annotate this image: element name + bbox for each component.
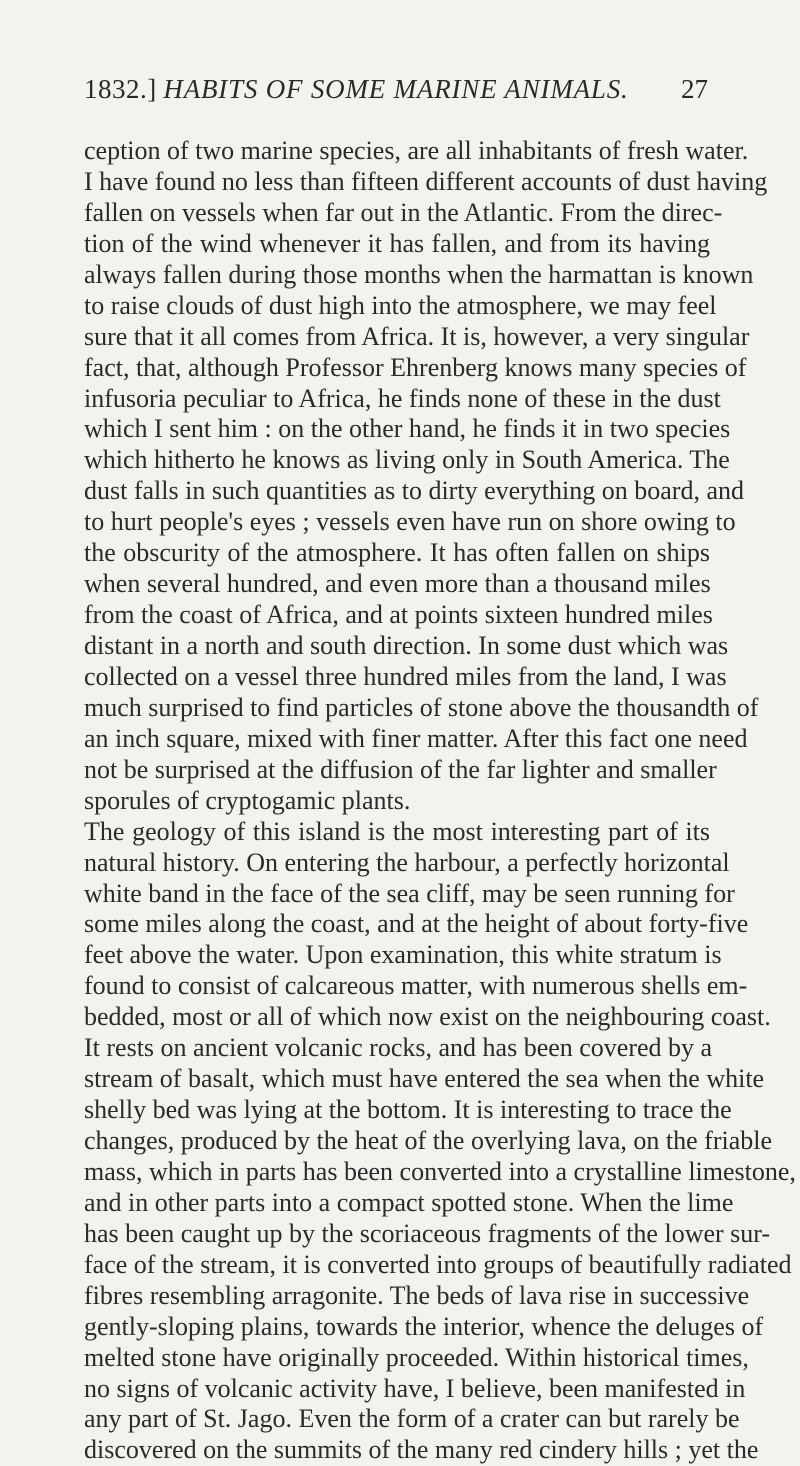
text-line: It rests on ancient volcanic rocks, and has been covered by a bbox=[84, 1033, 713, 1063]
text-line: and in other parts into a compact spotted stone. When the lime bbox=[84, 1187, 734, 1217]
text-line: sure that it all comes from Africa. It is, however, a very singular bbox=[84, 321, 750, 351]
text-line: which I sent him : on the other hand, he finds it in two species bbox=[84, 414, 731, 444]
text-line: an inch square, mixed with finer matter. After this fact one need bbox=[84, 723, 748, 753]
text-line: sporules of cryptogamic plants. bbox=[84, 785, 411, 815]
text-line: feet above the water. Upon examination, this white stratum is bbox=[84, 940, 722, 970]
text-line: not be surprised at the diffusion of the far lighter and smaller bbox=[84, 754, 717, 784]
text-line: to raise clouds of dust high into the atmosphere, we may feel bbox=[84, 290, 717, 320]
text-line: no signs of volcanic activity have, I believe, been manifested in bbox=[84, 1373, 746, 1403]
text-line: any part of St. Jago. Even the form of a crater can but rarely be bbox=[84, 1404, 740, 1434]
text-line: bedded, most or all of which now exist on the neighbouring coast. bbox=[84, 1002, 771, 1032]
text-line: melted stone have originally proceeded. Within historical times, bbox=[84, 1342, 749, 1372]
text-line: discovered on the summits of the many red cindery hills ; yet the bbox=[84, 1435, 759, 1465]
text-line: tion of the wind whenever it has fallen, and from its having bbox=[84, 228, 710, 258]
text-line: collected on a vessel three hundred miles from the land, I was bbox=[84, 661, 727, 691]
text-line: which hitherto he knows as living only in South America. The bbox=[84, 445, 730, 475]
text-line: to hurt people's eyes ; vessels even have run on shore owing to bbox=[84, 507, 736, 537]
text-line: always fallen during those months when the harmattan is known bbox=[84, 259, 754, 289]
text-line: ception of two marine species, are all inhabitants of fresh water. bbox=[84, 136, 749, 165]
text-line: fibres resembling arragonite. The beds of lava rise in successive bbox=[84, 1280, 750, 1310]
text-line: much surprised to find particles of stone above the thousandth of bbox=[84, 692, 759, 722]
text-line: fallen on vessels when far out in the Atlantic. From the direc- bbox=[84, 197, 723, 227]
text-line: infusoria peculiar to Africa, he finds none of these in the dust bbox=[84, 383, 721, 413]
text-line: fact, that, although Professor Ehrenberg knows many species of bbox=[84, 352, 747, 382]
text-line: changes, produced by the heat of the overlying lava, on the friable bbox=[84, 1126, 773, 1155]
text-line: distant in a north and south direction. In some dust which was bbox=[84, 631, 729, 660]
running-title: HABITS OF SOME MARINE ANIMALS. bbox=[163, 74, 629, 104]
text-line: I have found no less than fifteen different accounts of dust having bbox=[84, 166, 768, 196]
text-line: when several hundred, and even more than a thousand miles bbox=[84, 569, 711, 599]
text-line: has been caught up by the scoriaceous fragments of the lower sur- bbox=[84, 1218, 771, 1248]
text-line: mass, which in parts has been converted into a crystalline limestone, bbox=[84, 1156, 796, 1186]
text-line: dust falls in such quantities as to dirty everything on board, and bbox=[84, 476, 744, 506]
body-text bbox=[84, 136, 796, 1466]
text-line: some miles along the coast, and at the height of about forty-five bbox=[84, 909, 749, 939]
text-line: the obscurity of the atmosphere. It has often fallen on ships bbox=[84, 538, 710, 568]
text-line: The geology of this island is the most interesting part of its bbox=[84, 816, 710, 846]
text-line: face of the stream, it is converted into groups of beautifully radiated bbox=[84, 1249, 792, 1279]
text-line: found to consist of calcareous matter, with numerous shells em- bbox=[84, 971, 748, 1001]
text-line: shelly bed was lying at the bottom. It is interesting to trace the bbox=[84, 1095, 732, 1125]
page-number: 27 bbox=[681, 74, 708, 104]
text-line: from the coast of Africa, and at points sixteen hundred miles bbox=[84, 600, 713, 630]
text-line: natural history. On entering the harbour, a perfectly horizontal bbox=[84, 847, 730, 877]
text-line: white band in the face of the sea cliff, may be seen running for bbox=[84, 878, 735, 908]
text-line: stream of basalt, which must have entered the sea when the white bbox=[84, 1064, 765, 1094]
text-line: gently-sloping plains, towards the interior, whence the deluges of bbox=[84, 1311, 764, 1341]
running-header bbox=[84, 74, 708, 114]
header-year: 1832.] bbox=[84, 74, 157, 104]
